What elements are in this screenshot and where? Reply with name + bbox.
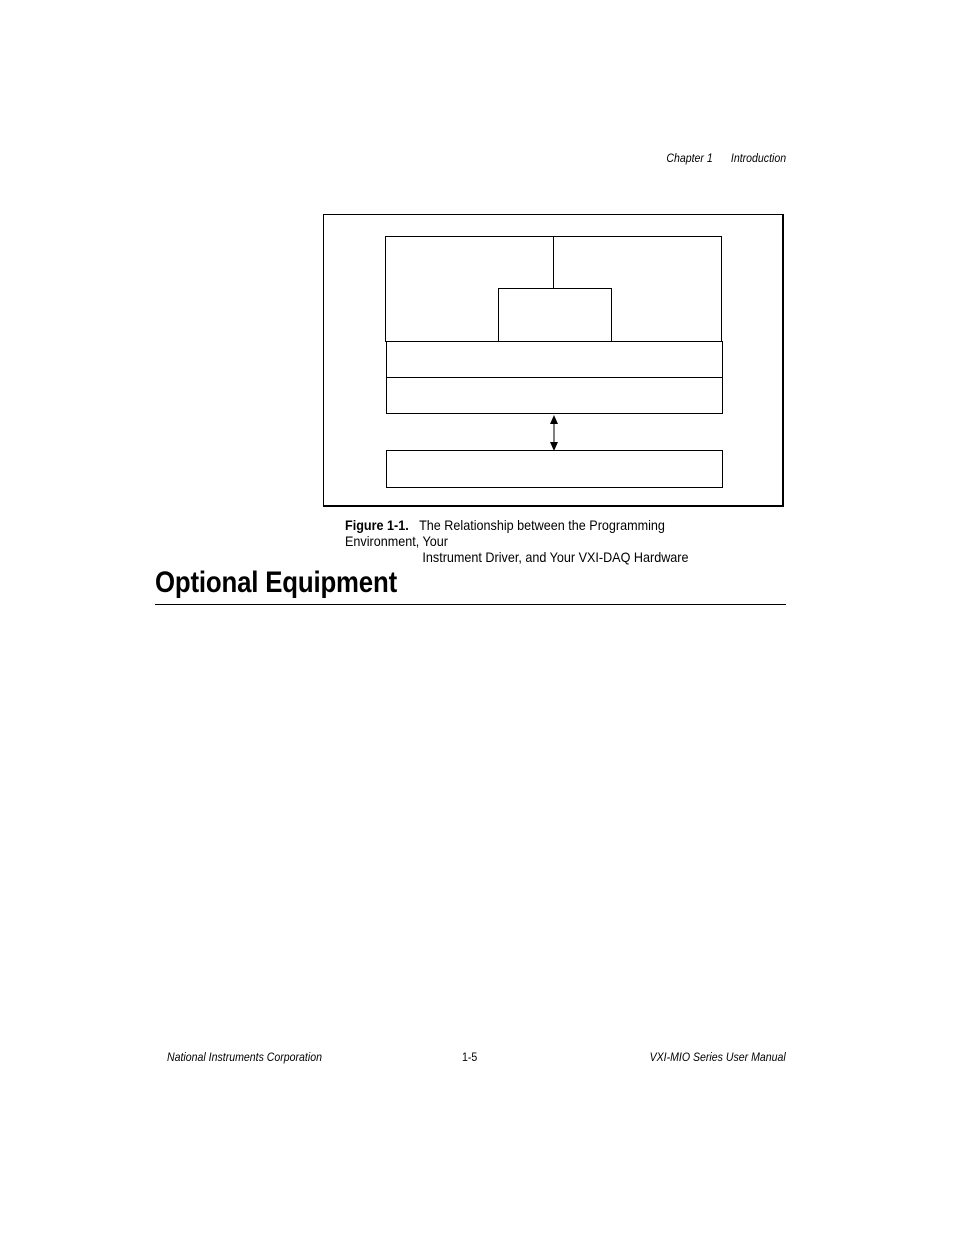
figure-frame [323,214,784,507]
diagram-layer-2 [386,377,723,414]
header-chapter: Chapter 1 [666,151,713,165]
diagram-box-bottom [386,450,723,488]
bidirectional-arrow-icon [546,414,562,452]
header-section: Introduction [730,151,786,165]
footer-company: National Instruments Corporation [167,1050,322,1064]
diagram-box-center [498,288,612,342]
footer-page-number: 1-5 [462,1050,478,1064]
running-header [666,151,786,165]
section-title: Optional Equipment [155,566,397,599]
caption-line-2: Instrument Driver, and Your VXI-DAQ Hardware [422,549,689,565]
caption-line-1: The Relationship between the Programming Environment, Your [345,517,665,549]
heading-rule [155,604,786,605]
diagram-layer-1 [386,341,723,378]
figure-label: Figure 1-1. [345,517,409,533]
figure-caption [345,517,741,565]
footer-manual-title: VXI-MIO Series User Manual [649,1050,786,1064]
